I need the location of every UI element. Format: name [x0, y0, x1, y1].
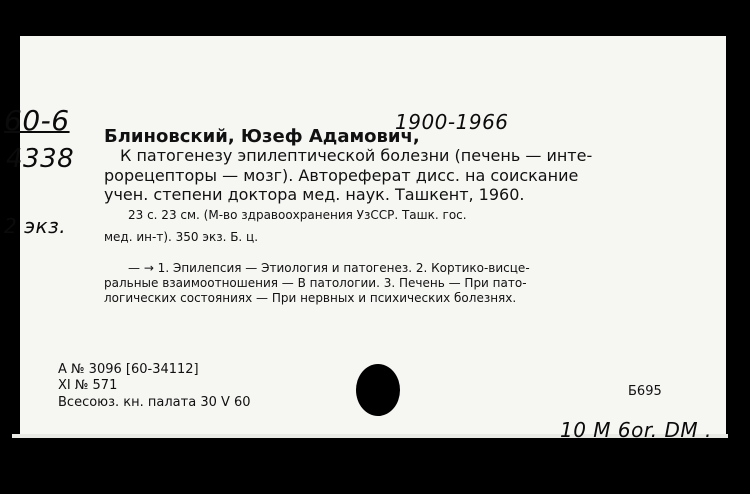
handwritten-copies: 2 экз. [4, 214, 67, 238]
punch-hole [356, 364, 400, 416]
handwritten-shelf-number: 60-6 [4, 104, 70, 137]
title-line: учен. степени доктора мед. наук. Ташкент, 1960. [104, 185, 525, 204]
author-name: Блиновский, Юзеф Адамович, [104, 126, 420, 147]
accession-line: XI № 571 [58, 378, 118, 393]
subject-heading-line: ральные взаимоотношения — В патологии. 3. Печень — При пато- [104, 276, 527, 290]
handwritten-accession-number: 4338 [6, 144, 75, 174]
accession-line: Всесоюз. кн. палата 30 V 60 [58, 395, 251, 410]
physical-description-line: мед. ин-т). 350 экз. Б. ц. [104, 230, 259, 244]
subject-heading-line: логических состояниях — При нервных и психических болезнях. [104, 291, 517, 305]
title-line: рорецепторы — мозг). Автореферат дисс. на соискание [104, 166, 579, 185]
classification-code: Б695 [628, 384, 662, 399]
physical-description-line: 23 с. 23 см. (М-во здравоохранения УзССР. Ташк. гос. [128, 208, 467, 222]
handwritten-life-dates: 1900-1966 [395, 110, 509, 134]
accession-line: А № 3096 [60-34112] [58, 362, 199, 377]
title-line: К патогенезу эпилептической болезни (печень — инте- [120, 146, 593, 165]
handwritten-bottom-note: 10 M 6or. DM . [560, 418, 712, 442]
subject-heading-line: — → 1. Эпилепсия — Этиология и патогенез. 2. Кортико-висце- [128, 261, 530, 275]
